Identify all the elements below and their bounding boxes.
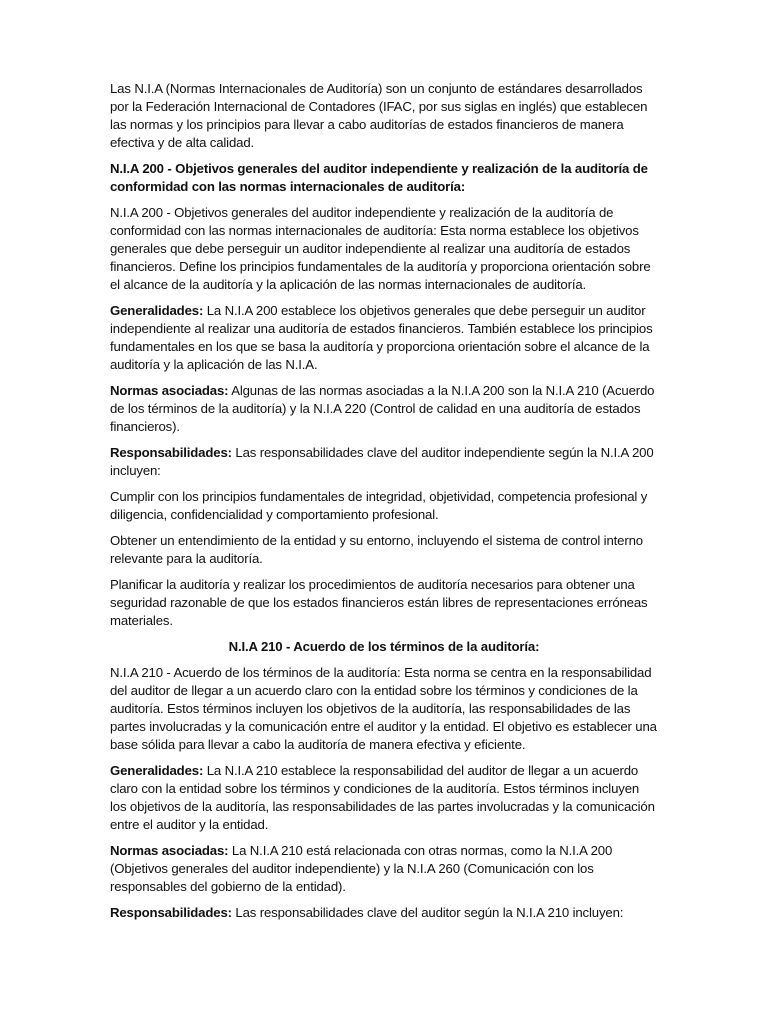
nia200-description: N.I.A 200 - Objetivos generales del auditor independiente y realización de la auditoría de conformidad con las normas internacionales de auditoría: Esta norma establece los objetivos generales que debe perseguir un auditor independiente al realizar una auditoría de estados financieros. Define los principios fundamentales de la auditoría y proporciona orientación sobre el alcance de la auditoría y la aplicación de las normas internacionales de auditoría. — [110, 205, 651, 292]
nia210-heading: N.I.A 210 - Acuerdo de los términos de la auditoría: — [228, 639, 540, 654]
nia210-description: N.I.A 210 - Acuerdo de los términos de la auditoría: Esta norma se centra en la responsabilidad del auditor de llegar a un acuerdo claro con la entidad sobre los términos y condiciones de la auditoría. Estos términos incluyen los objetivos de la auditoría, las responsabilidades de las partes involucradas y la comunicación entre el auditor y la entidad. El objetivo es establecer una base sólida para llevar a cabo la auditoría de manera efectiva y eficiente. — [110, 665, 657, 752]
responsabilidades-label: Responsabilidades: — [110, 445, 232, 460]
nia200-item: Obtener un entendimiento de la entidad y su entorno, incluyendo el sistema de control interno relevante para la auditoría. — [110, 533, 643, 566]
nia210-responsabilidades — [110, 904, 658, 922]
nia200-heading: N.I.A 200 - Objetivos generales del auditor independiente y realización de la auditoría de conformidad con las normas internacionales de auditoría: — [110, 161, 648, 194]
generalidades-label: Generalidades: — [110, 763, 204, 778]
nia200-item: Planificar la auditoría y realizar los procedimientos de auditoría necesarios para obtener una seguridad razonable de que los estados financieros están libres de representaciones erróneas materiales. — [110, 577, 648, 628]
nia200-generalidades — [110, 302, 658, 374]
nia200-normas-asociadas — [110, 382, 658, 436]
responsabilidades-text: Las responsabilidades clave del auditor independiente según la N.I.A 200 incluyen: — [110, 445, 654, 478]
nia210-generalidades — [110, 762, 658, 834]
normas-asociadas-label: Normas asociadas: — [110, 843, 229, 858]
responsabilidades-label: Responsabilidades: — [110, 905, 232, 920]
intro-paragraph: Las N.I.A (Normas Internacionales de Auditoría) son un conjunto de estándares desarrollados por la Federación Internacional de Contadores (IFAC, por sus siglas en inglés) que establecen las normas y los principios para llevar a cabo auditorías de estados financieros de manera efectiva y de alta calidad. — [110, 81, 648, 150]
document-page — [110, 80, 658, 930]
responsabilidades-text: Las responsabilidades clave del auditor según la N.I.A 210 incluyen: — [231, 905, 624, 920]
normas-asociadas-text: La N.I.A 210 está relacionada con otras normas, como la N.I.A 200 (Objetivos generales del auditor independiente) y la N.I.A 260 (Comunicación con los responsables del gobierno de la entidad). — [110, 843, 613, 894]
normas-asociadas-text: Algunas de las normas asociadas a la N.I.A 200 son la N.I.A 210 (Acuerdo de los términos de la auditoría) y la N.I.A 220 (Control de calidad en una auditoría de estados financieros). — [110, 383, 655, 434]
normas-asociadas-label: Normas asociadas: — [110, 383, 229, 398]
nia210-normas-asociadas — [110, 842, 658, 896]
nia200-item: Cumplir con los principios fundamentales de integridad, objetividad, competencia profesional y diligencia, confidencialidad y comportamiento profesional. — [110, 489, 648, 522]
generalidades-text: La N.I.A 210 establece la responsabilidad del auditor de llegar a un acuerdo claro con la entidad sobre los términos y condiciones de la auditoría. Estos términos incluyen los objetivos de la auditoría, las responsabilidades de las partes involucradas y la comunicación entre el auditor y la entidad. — [110, 763, 655, 832]
nia200-responsabilidades — [110, 444, 658, 480]
generalidades-label: Generalidades: — [110, 303, 204, 318]
generalidades-text: La N.I.A 200 establece los objetivos generales que debe perseguir un auditor independiente al realizar una auditoría de estados financieros. También establece los principios fundamentales en los que se basa la auditoría y proporciona orientación sobre el alcance de la auditoría y la aplicación de las N.I.A. — [110, 303, 653, 372]
